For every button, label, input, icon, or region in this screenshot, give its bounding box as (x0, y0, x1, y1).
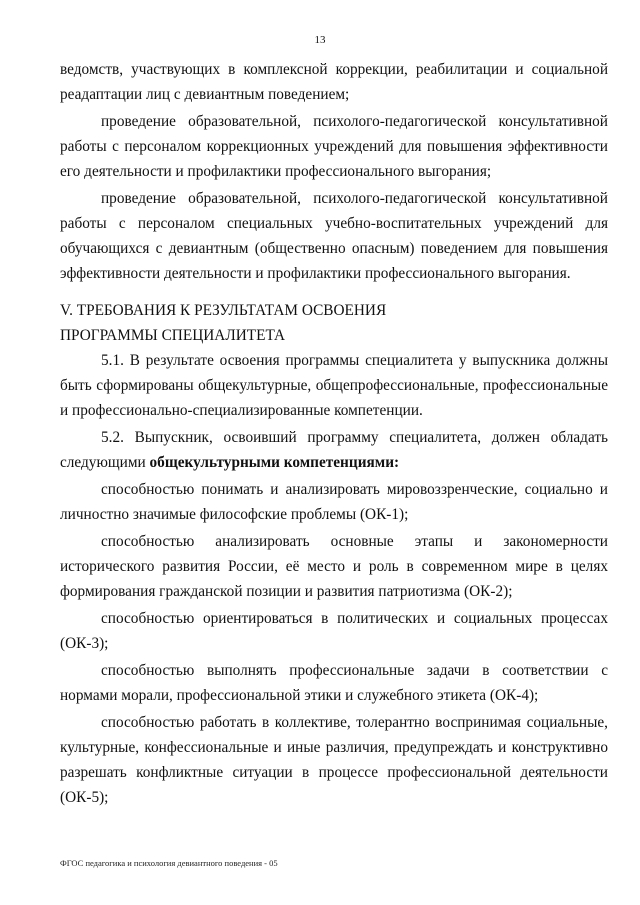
competence-ok-2: способностью анализировать основные этапы и закономерности исторического развития России, её место и роль в современном мире в целях формирования гражданской позиции и развития патриотизма (ОК-2); (60, 533, 608, 600)
competence-ok-5: способностью работать в коллективе, толерантно воспринимая социальные, культурные, конфессиональные и иные различия, предупреждать и конструктивно разрешать конфликтные ситуации в процессе профессиональной деятельности (ОК-5); (60, 714, 608, 806)
paragraph-continuation: ведомств, участвующих в комплексной коррекции, реабилитации и социальной реадаптации лиц с девиантным поведением; (60, 61, 608, 103)
clause-5-2-bold: общекультурными компетенциями: (149, 454, 400, 471)
section-title-line-2: ПРОГРАММЫ СПЕЦИАЛИТЕТА (60, 327, 286, 344)
clause-5-2-text: 5.2. Выпускник, освоивший программу специалитета, должен обладать следующими (60, 429, 608, 471)
section-title-line-1: V. ТРЕБОВАНИЯ К РЕЗУЛЬТАТАМ ОСВОЕНИЯ (60, 302, 387, 319)
page-footer: ФГОС педагогика и психология девиантного поведения - 05 (60, 858, 278, 868)
competence-ok-3: способностью ориентироваться в политических и социальных процессах (ОК-3); (60, 610, 608, 652)
document-body (60, 57, 608, 810)
paragraph-correctional-staff: проведение образовательной, психолого-педагогической консультативной работы с персоналом коррекционных учреждений для повышения эффективности его деятельности и профилактики профессионального выгорания; (60, 113, 608, 180)
competence-ok-4: способностью выполнять профессиональные задачи в соответствии с нормами морали, профессиональной этики и служебного этикета (ОК-4); (60, 662, 608, 704)
clause-5-1: 5.1. В результате освоения программы специалитета у выпускника должны быть сформированы общекультурные, общепрофессиональные, профессиональные и профессионально-специализированные компетенции. (60, 352, 608, 419)
paragraph-special-institutions: проведение образовательной, психолого-педагогической консультативной работы с персоналом специальных учебно-воспитательных учреждений для обучающихся с девиантным (общественно опасным) поведением для повышения эффективности деятельности и профилактики профессионального выгорания. (60, 190, 608, 282)
clause-5-2 (60, 425, 608, 475)
page-number: 13 (314, 34, 326, 46)
competence-ok-1: способностью понимать и анализировать мировоззренческие, социально и личностно значимые философские проблемы (ОК-1); (60, 481, 608, 523)
